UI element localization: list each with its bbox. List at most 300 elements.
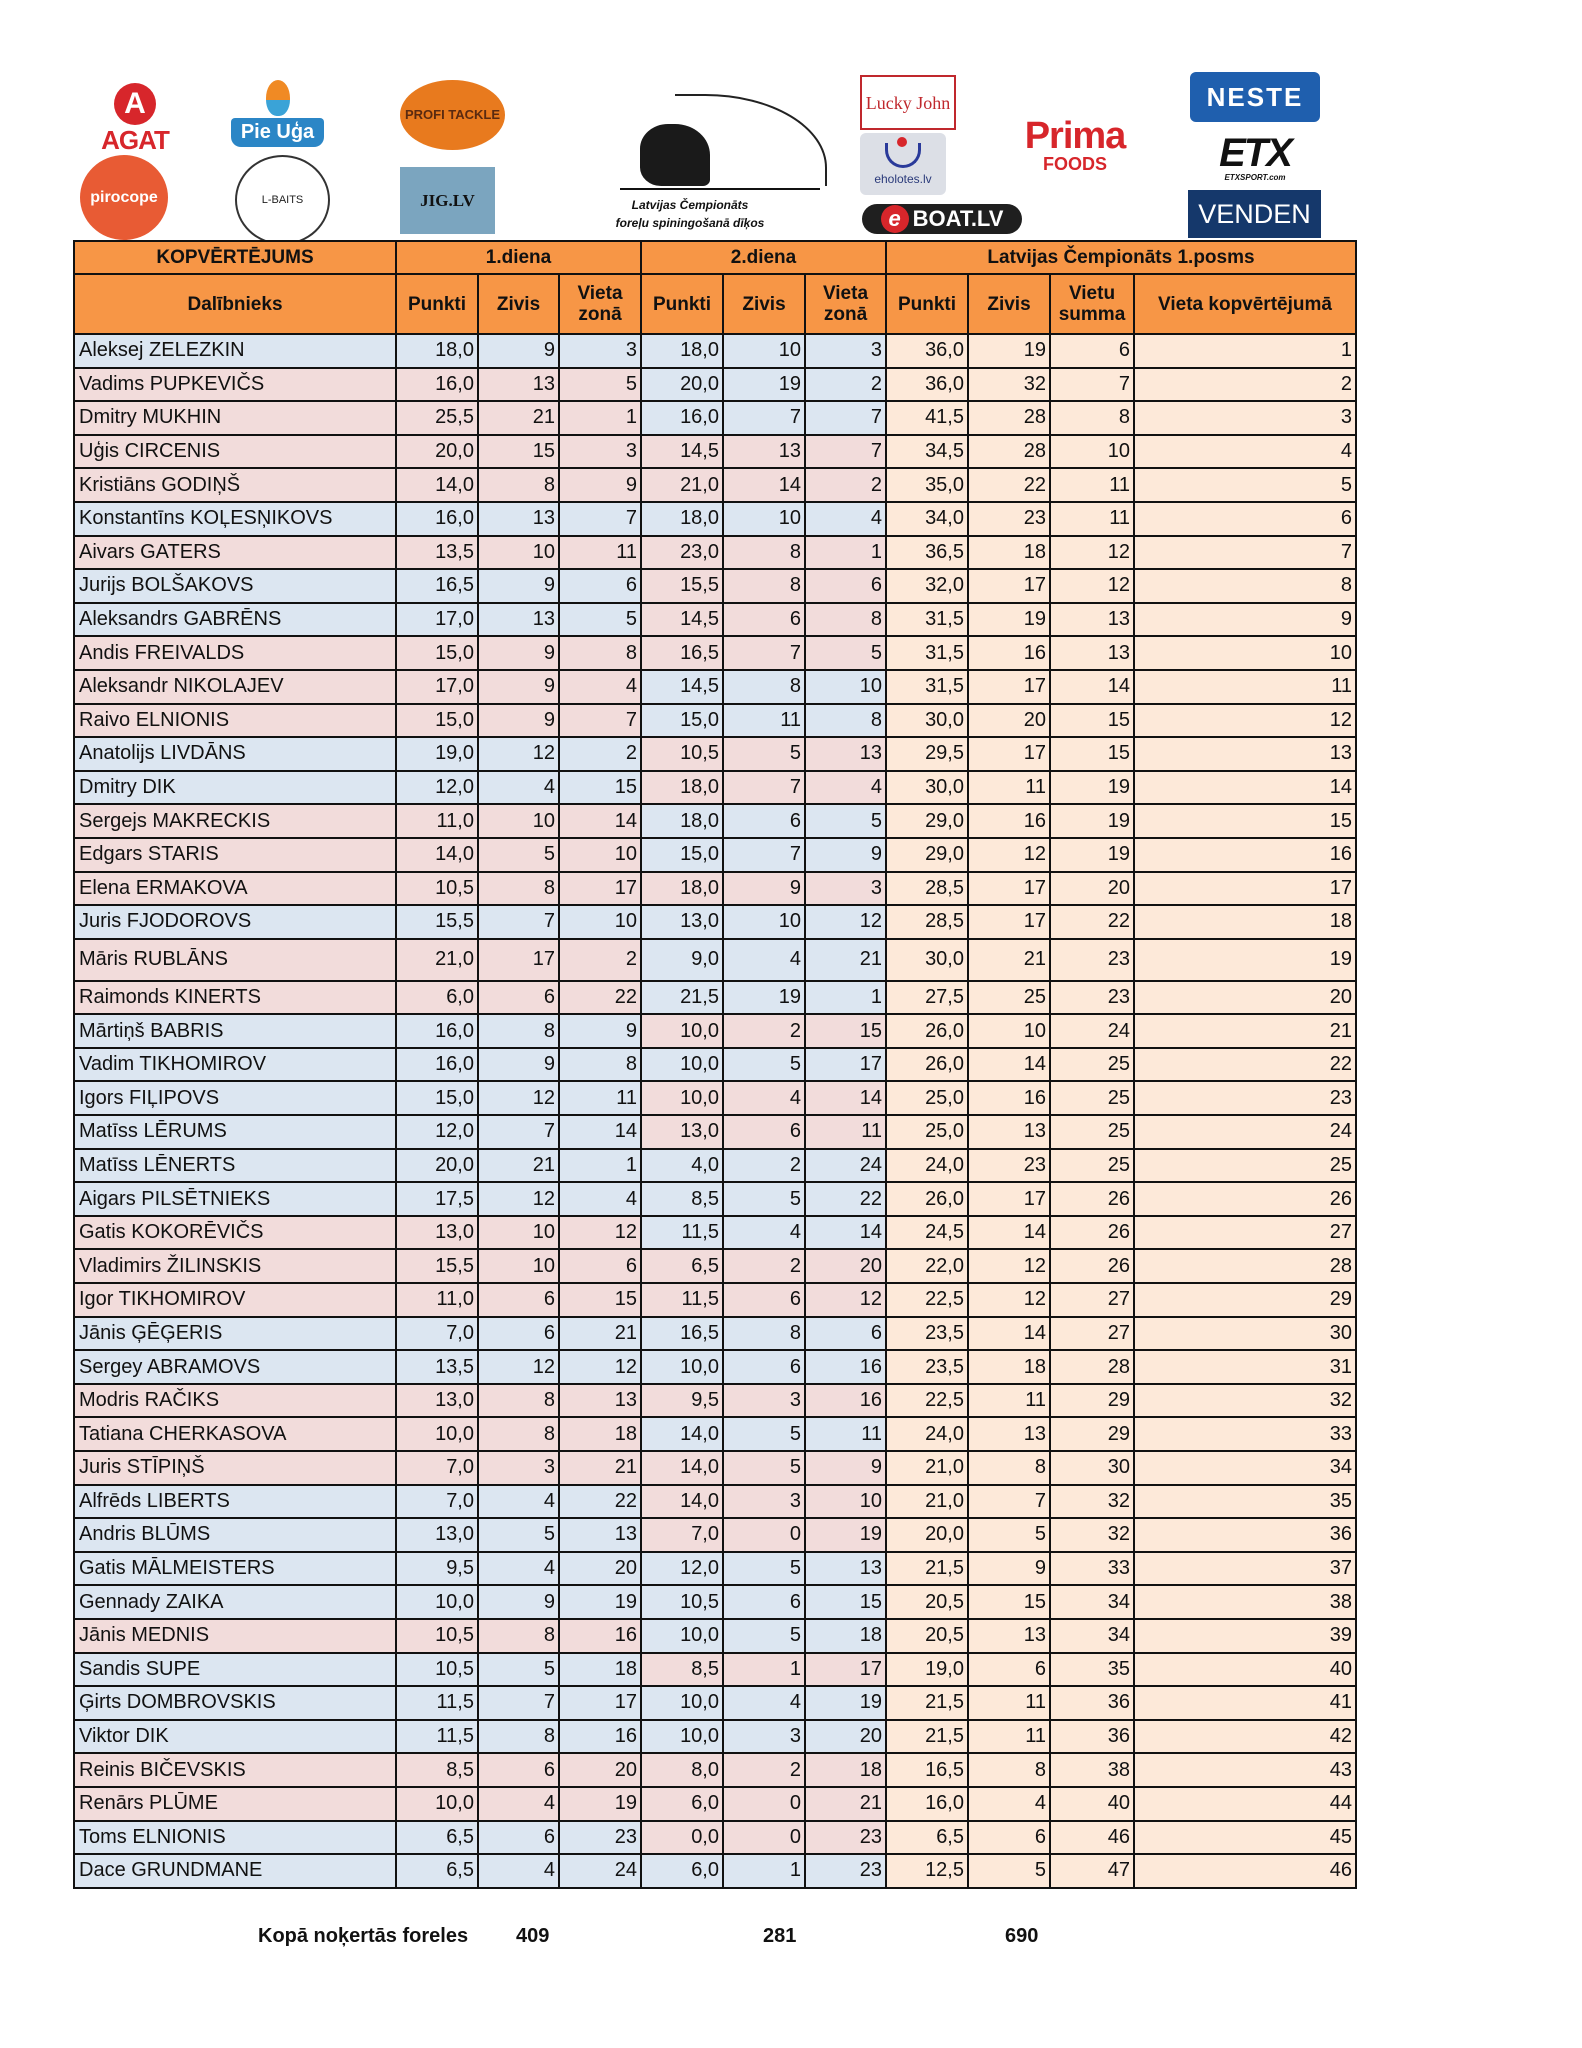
participant-name: Andris BLŪMS — [74, 1518, 396, 1552]
totals-overall: 690 — [1005, 1925, 1039, 1947]
participant-name: Juris STĪPIŅŠ — [74, 1451, 396, 1485]
day1-zone-place: 2 — [559, 939, 641, 981]
etx-text: ETX — [1219, 131, 1291, 175]
table-row — [74, 1753, 1356, 1787]
place-sum: 47 — [1050, 1854, 1134, 1888]
participant-name: Vadim TIKHOMIROV — [74, 1048, 396, 1082]
total-fish: 11 — [968, 771, 1050, 805]
day1-points: 9,5 — [396, 1552, 478, 1586]
table-row — [74, 1821, 1356, 1855]
total-points: 21,5 — [886, 1686, 968, 1720]
place-sum: 25 — [1050, 1081, 1134, 1115]
overall-place: 43 — [1134, 1753, 1356, 1787]
total-points: 26,0 — [886, 1182, 968, 1216]
day1-zone-place: 15 — [559, 771, 641, 805]
day1-points: 10,0 — [396, 1585, 478, 1619]
day1-fish: 4 — [478, 1854, 559, 1888]
group-header-row — [74, 241, 1356, 274]
table-row — [74, 838, 1356, 872]
day1-fish: 12 — [478, 1081, 559, 1115]
day1-points: 16,0 — [396, 502, 478, 536]
day1-zone-place: 10 — [559, 838, 641, 872]
day2-points: 18,0 — [641, 502, 723, 536]
table-row — [74, 1653, 1356, 1687]
total-points: 20,5 — [886, 1585, 968, 1619]
day2-points: 15,5 — [641, 569, 723, 603]
day2-fish: 13 — [723, 435, 805, 469]
day1-zone-place: 17 — [559, 872, 641, 906]
profi-tackle-logo: PROFI TACKLE — [400, 80, 505, 150]
participant-name: Renārs PLŪME — [74, 1787, 396, 1821]
participant-name: Aleksej ZELEZKIN — [74, 334, 396, 368]
table-row — [74, 1552, 1356, 1586]
day1-points: 15,0 — [396, 704, 478, 738]
day2-points: 16,5 — [641, 1317, 723, 1351]
day2-fish: 8 — [723, 536, 805, 570]
participant-name: Konstantīns KOĻESŅIKOVS — [74, 502, 396, 536]
table-row — [74, 368, 1356, 402]
col-place-sum: Vietu summa — [1050, 274, 1134, 334]
total-points: 28,5 — [886, 872, 968, 906]
total-fish: 17 — [968, 1182, 1050, 1216]
place-sum: 23 — [1050, 939, 1134, 981]
place-sum: 29 — [1050, 1417, 1134, 1451]
participant-name: Jurijs BOLŠAKOVS — [74, 569, 396, 603]
sonar-waves-icon — [885, 143, 921, 168]
day2-points: 10,0 — [641, 1014, 723, 1048]
total-fish: 6 — [968, 1821, 1050, 1855]
day2-zone-place: 1 — [805, 981, 886, 1015]
results-table — [73, 240, 1357, 1889]
day1-zone-place: 12 — [559, 1216, 641, 1250]
day2-zone-place: 11 — [805, 1115, 886, 1149]
day2-points: 13,0 — [641, 1115, 723, 1149]
participant-name: Māris RUBLĀNS — [74, 939, 396, 981]
table-row — [74, 670, 1356, 704]
day2-zone-place: 19 — [805, 1686, 886, 1720]
day1-points: 10,5 — [396, 872, 478, 906]
day2-points: 15,0 — [641, 704, 723, 738]
day2-zone-place: 5 — [805, 636, 886, 670]
day2-points: 8,5 — [641, 1653, 723, 1687]
col-day1-fish: Zivis — [478, 274, 559, 334]
total-points: 21,5 — [886, 1552, 968, 1586]
place-sum: 25 — [1050, 1115, 1134, 1149]
day1-zone-place: 3 — [559, 334, 641, 368]
total-fish: 8 — [968, 1451, 1050, 1485]
day2-fish: 4 — [723, 1686, 805, 1720]
day1-zone-place: 6 — [559, 1249, 641, 1283]
day1-fish: 6 — [478, 981, 559, 1015]
total-points: 19,0 — [886, 1653, 968, 1687]
day1-fish: 10 — [478, 804, 559, 838]
overall-place: 25 — [1134, 1149, 1356, 1183]
day2-points: 10,0 — [641, 1048, 723, 1082]
day2-points: 21,0 — [641, 468, 723, 502]
total-points: 23,5 — [886, 1350, 968, 1384]
total-points: 16,0 — [886, 1787, 968, 1821]
col-day1-zone-place: Vieta zonā — [559, 274, 641, 334]
day1-fish: 9 — [478, 636, 559, 670]
day2-fish: 5 — [723, 737, 805, 771]
total-fish: 28 — [968, 401, 1050, 435]
day2-zone-place: 5 — [805, 804, 886, 838]
total-fish: 5 — [968, 1518, 1050, 1552]
day2-points: 12,0 — [641, 1552, 723, 1586]
day2-points: 14,5 — [641, 603, 723, 637]
day2-zone-place: 17 — [805, 1048, 886, 1082]
total-fish: 15 — [968, 1585, 1050, 1619]
day1-points: 25,5 — [396, 401, 478, 435]
table-row — [74, 1283, 1356, 1317]
day2-fish: 0 — [723, 1518, 805, 1552]
day1-zone-place: 11 — [559, 1081, 641, 1115]
day2-zone-place: 22 — [805, 1182, 886, 1216]
overall-place: 16 — [1134, 838, 1356, 872]
col-total-points: Punkti — [886, 274, 968, 334]
table-row — [74, 804, 1356, 838]
fisherman-silhouette-icon — [620, 94, 760, 194]
day2-points: 10,5 — [641, 1585, 723, 1619]
header-day1: 1.diena — [396, 241, 641, 274]
day2-points: 11,5 — [641, 1216, 723, 1250]
total-fish: 12 — [968, 1283, 1050, 1317]
total-points: 21,0 — [886, 1451, 968, 1485]
table-row — [74, 1216, 1356, 1250]
day1-zone-place: 9 — [559, 1014, 641, 1048]
table-row — [74, 1317, 1356, 1351]
table-row — [74, 1720, 1356, 1754]
day1-fish: 9 — [478, 569, 559, 603]
day1-fish: 6 — [478, 1283, 559, 1317]
participant-name: Toms ELNIONIS — [74, 1821, 396, 1855]
day2-points: 14,0 — [641, 1451, 723, 1485]
day1-fish: 21 — [478, 401, 559, 435]
total-fish: 23 — [968, 1149, 1050, 1183]
lucky-john-logo: Lucky John — [860, 75, 956, 130]
day2-points: 15,0 — [641, 838, 723, 872]
day1-zone-place: 24 — [559, 1854, 641, 1888]
lbaits-logo: L-BAITS — [235, 155, 330, 245]
table-row — [74, 939, 1356, 981]
participant-name: Raimonds KINERTS — [74, 981, 396, 1015]
day2-points: 18,0 — [641, 804, 723, 838]
day1-points: 18,0 — [396, 334, 478, 368]
total-fish: 8 — [968, 1753, 1050, 1787]
day1-points: 11,5 — [396, 1720, 478, 1754]
day1-fish: 9 — [478, 704, 559, 738]
day2-zone-place: 16 — [805, 1350, 886, 1384]
total-fish: 14 — [968, 1317, 1050, 1351]
day1-zone-place: 22 — [559, 981, 641, 1015]
overall-place: 36 — [1134, 1518, 1356, 1552]
table-row — [74, 401, 1356, 435]
day1-fish: 17 — [478, 939, 559, 981]
day2-fish: 6 — [723, 1585, 805, 1619]
day1-fish: 7 — [478, 1686, 559, 1720]
agat-text: AGAT — [101, 124, 169, 155]
day1-fish: 8 — [478, 1720, 559, 1754]
day1-fish: 12 — [478, 737, 559, 771]
place-sum: 33 — [1050, 1552, 1134, 1586]
overall-place: 22 — [1134, 1048, 1356, 1082]
day2-fish: 10 — [723, 905, 805, 939]
participant-name: Igor TIKHOMIROV — [74, 1283, 396, 1317]
total-points: 12,5 — [886, 1854, 968, 1888]
participant-name: Gennady ZAIKA — [74, 1585, 396, 1619]
participant-name: Edgars STARIS — [74, 838, 396, 872]
day2-zone-place: 2 — [805, 468, 886, 502]
day1-points: 6,5 — [396, 1854, 478, 1888]
day2-fish: 2 — [723, 1014, 805, 1048]
overall-place: 17 — [1134, 872, 1356, 906]
table-row — [74, 1854, 1356, 1888]
place-sum: 8 — [1050, 401, 1134, 435]
day2-zone-place: 14 — [805, 1081, 886, 1115]
day2-points: 6,0 — [641, 1854, 723, 1888]
total-points: 25,0 — [886, 1115, 968, 1149]
participant-name: Sergejs MAKRECKIS — [74, 804, 396, 838]
day2-zone-place: 14 — [805, 1216, 886, 1250]
day2-fish: 10 — [723, 502, 805, 536]
day2-fish: 14 — [723, 468, 805, 502]
overall-place: 34 — [1134, 1451, 1356, 1485]
participant-name: Dmitry DIK — [74, 771, 396, 805]
eboat-text: BOAT.LV — [912, 206, 1004, 231]
place-sum: 12 — [1050, 569, 1134, 603]
day1-zone-place: 4 — [559, 670, 641, 704]
table-row — [74, 771, 1356, 805]
table-row — [74, 1619, 1356, 1653]
table-row — [74, 872, 1356, 906]
total-points: 31,5 — [886, 636, 968, 670]
day1-fish: 8 — [478, 1384, 559, 1418]
day1-zone-place: 7 — [559, 502, 641, 536]
overall-place: 33 — [1134, 1417, 1356, 1451]
total-points: 26,0 — [886, 1048, 968, 1082]
day1-zone-place: 1 — [559, 1149, 641, 1183]
overall-place: 46 — [1134, 1854, 1356, 1888]
header-stage: Latvijas Čempionāts 1.posms — [886, 241, 1356, 274]
total-fish: 11 — [968, 1384, 1050, 1418]
day1-zone-place: 14 — [559, 1115, 641, 1149]
overall-place: 40 — [1134, 1653, 1356, 1687]
day2-zone-place: 13 — [805, 737, 886, 771]
day1-zone-place: 19 — [559, 1787, 641, 1821]
place-sum: 19 — [1050, 838, 1134, 872]
day2-fish: 3 — [723, 1485, 805, 1519]
day1-points: 14,0 — [396, 468, 478, 502]
total-points: 36,0 — [886, 368, 968, 402]
total-points: 31,5 — [886, 603, 968, 637]
day1-points: 11,0 — [396, 1283, 478, 1317]
table-row — [74, 704, 1356, 738]
day1-points: 20,0 — [396, 1149, 478, 1183]
day1-fish: 8 — [478, 1417, 559, 1451]
participant-name: Matīss LĒNERTS — [74, 1149, 396, 1183]
day1-zone-place: 20 — [559, 1753, 641, 1787]
day1-fish: 10 — [478, 536, 559, 570]
participant-name: Sergey ABRAMOVS — [74, 1350, 396, 1384]
day2-points: 16,5 — [641, 636, 723, 670]
day1-fish: 12 — [478, 1182, 559, 1216]
day1-zone-place: 16 — [559, 1619, 641, 1653]
day2-zone-place: 6 — [805, 569, 886, 603]
day2-fish: 3 — [723, 1384, 805, 1418]
place-sum: 29 — [1050, 1384, 1134, 1418]
place-sum: 7 — [1050, 368, 1134, 402]
day1-fish: 13 — [478, 368, 559, 402]
participant-name: Kristiāns GODIŅŠ — [74, 468, 396, 502]
table-row — [74, 603, 1356, 637]
total-fish: 5 — [968, 1854, 1050, 1888]
day2-points: 23,0 — [641, 536, 723, 570]
total-fish: 19 — [968, 334, 1050, 368]
day2-zone-place: 6 — [805, 1317, 886, 1351]
place-sum: 13 — [1050, 603, 1134, 637]
overall-place: 13 — [1134, 737, 1356, 771]
day2-fish: 4 — [723, 1081, 805, 1115]
day1-points: 6,5 — [396, 1821, 478, 1855]
day2-zone-place: 3 — [805, 872, 886, 906]
day2-fish: 7 — [723, 401, 805, 435]
day2-zone-place: 9 — [805, 1451, 886, 1485]
table-row — [74, 1686, 1356, 1720]
overall-place: 26 — [1134, 1182, 1356, 1216]
day2-fish: 5 — [723, 1048, 805, 1082]
agat-mark-icon: A — [114, 83, 156, 125]
participant-name: Aleksandrs GABRĒNS — [74, 603, 396, 637]
day2-zone-place: 7 — [805, 401, 886, 435]
day1-zone-place: 21 — [559, 1451, 641, 1485]
day1-points: 7,0 — [396, 1451, 478, 1485]
day2-fish: 5 — [723, 1182, 805, 1216]
day2-fish: 6 — [723, 1283, 805, 1317]
total-fish: 11 — [968, 1686, 1050, 1720]
day2-fish: 2 — [723, 1753, 805, 1787]
championship-caption-1: Latvijas Čempionāts — [631, 198, 749, 212]
day2-fish: 19 — [723, 368, 805, 402]
place-sum: 15 — [1050, 737, 1134, 771]
total-fish: 13 — [968, 1115, 1050, 1149]
day2-points: 8,0 — [641, 1753, 723, 1787]
day1-fish: 5 — [478, 1653, 559, 1687]
day2-zone-place: 15 — [805, 1585, 886, 1619]
total-fish: 12 — [968, 838, 1050, 872]
day1-fish: 7 — [478, 905, 559, 939]
total-points: 24,0 — [886, 1417, 968, 1451]
day1-points: 10,0 — [396, 1417, 478, 1451]
day2-zone-place: 18 — [805, 1619, 886, 1653]
day2-fish: 2 — [723, 1249, 805, 1283]
day2-fish: 19 — [723, 981, 805, 1015]
header-overall: KOPVĒRTĒJUMS — [74, 241, 396, 274]
day1-fish: 9 — [478, 1585, 559, 1619]
total-fish: 9 — [968, 1552, 1050, 1586]
day2-zone-place: 10 — [805, 1485, 886, 1519]
day1-zone-place: 8 — [559, 636, 641, 670]
total-points: 30,0 — [886, 771, 968, 805]
agat-logo — [95, 78, 175, 160]
day2-fish: 11 — [723, 704, 805, 738]
place-sum: 15 — [1050, 704, 1134, 738]
total-fish: 17 — [968, 569, 1050, 603]
total-points: 22,0 — [886, 1249, 968, 1283]
day2-points: 9,5 — [641, 1384, 723, 1418]
day1-zone-place: 1 — [559, 401, 641, 435]
place-sum: 19 — [1050, 804, 1134, 838]
total-points: 16,5 — [886, 1753, 968, 1787]
day1-zone-place: 3 — [559, 435, 641, 469]
header-day2: 2.diena — [641, 241, 886, 274]
total-points: 23,5 — [886, 1317, 968, 1351]
day1-fish: 10 — [478, 1249, 559, 1283]
day2-points: 6,0 — [641, 1787, 723, 1821]
day2-points: 6,5 — [641, 1249, 723, 1283]
day2-zone-place: 18 — [805, 1753, 886, 1787]
place-sum: 24 — [1050, 1014, 1134, 1048]
day2-points: 10,0 — [641, 1081, 723, 1115]
day1-zone-place: 19 — [559, 1585, 641, 1619]
place-sum: 27 — [1050, 1283, 1134, 1317]
total-points: 24,0 — [886, 1149, 968, 1183]
etx-site-text: ETXSPORT.com — [1224, 173, 1286, 182]
day1-fish: 4 — [478, 1485, 559, 1519]
day2-points: 14,5 — [641, 670, 723, 704]
day2-points: 10,0 — [641, 1350, 723, 1384]
day2-fish: 1 — [723, 1854, 805, 1888]
day2-zone-place: 7 — [805, 435, 886, 469]
day2-zone-place: 10 — [805, 670, 886, 704]
total-fish: 18 — [968, 1350, 1050, 1384]
day1-zone-place: 6 — [559, 569, 641, 603]
col-day1-points: Punkti — [396, 274, 478, 334]
table-row — [74, 1451, 1356, 1485]
prima-foods-logo — [1025, 105, 1125, 185]
day2-points: 13,0 — [641, 905, 723, 939]
overall-place: 18 — [1134, 905, 1356, 939]
participant-name: Mārtiņš BABRIS — [74, 1014, 396, 1048]
total-points: 34,0 — [886, 502, 968, 536]
total-fish: 13 — [968, 1417, 1050, 1451]
table-row — [74, 1081, 1356, 1115]
day1-points: 11,0 — [396, 804, 478, 838]
place-sum: 6 — [1050, 334, 1134, 368]
day2-points: 7,0 — [641, 1518, 723, 1552]
day1-fish: 5 — [478, 838, 559, 872]
overall-place: 30 — [1134, 1317, 1356, 1351]
eholotes-text: eholotes.lv — [874, 171, 932, 186]
day1-points: 19,0 — [396, 737, 478, 771]
day1-points: 13,0 — [396, 1518, 478, 1552]
place-sum: 38 — [1050, 1753, 1134, 1787]
day2-zone-place: 24 — [805, 1149, 886, 1183]
day2-fish: 0 — [723, 1821, 805, 1855]
table-row — [74, 1485, 1356, 1519]
total-fish: 12 — [968, 1249, 1050, 1283]
fishing-float-icon — [266, 80, 290, 116]
total-fish: 23 — [968, 502, 1050, 536]
day1-points: 13,5 — [396, 1350, 478, 1384]
table-row — [74, 1787, 1356, 1821]
total-fish: 16 — [968, 636, 1050, 670]
day1-points: 12,0 — [396, 771, 478, 805]
table-row — [74, 1115, 1356, 1149]
total-fish: 6 — [968, 1653, 1050, 1687]
total-points: 26,0 — [886, 1014, 968, 1048]
day2-zone-place: 4 — [805, 771, 886, 805]
day1-zone-place: 20 — [559, 1552, 641, 1586]
